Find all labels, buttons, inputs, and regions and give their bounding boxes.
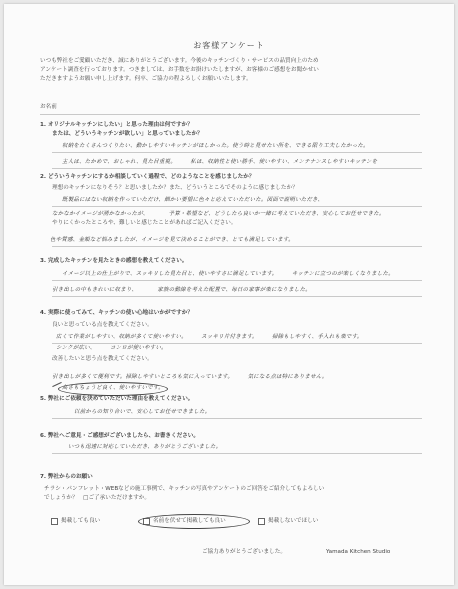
q4-answer-3: 引き出しが多くて便利です。掃除しやすいところも気に入っています。 気になる点は特にありません。: [52, 374, 328, 380]
q4-answer-2: シンクが広い、 コンロが使いやすい。: [56, 345, 167, 351]
option-checkbox-allow[interactable]: [51, 518, 58, 525]
answer-line: [52, 453, 422, 454]
page-title: お客様アンケート: [193, 41, 265, 50]
q4-question: 4. 実際に使ってみて、キッチンの使い心地はいかがですか？: [40, 310, 193, 316]
q1-sub: または、どういうキッチンが欲しい」と思っていましたか？: [52, 131, 203, 137]
selected-option-circle: [138, 514, 250, 529]
name-underline: [40, 114, 420, 115]
answer-line: [52, 246, 422, 247]
q2-answer-2: なかなかイメージが湧かなかったが、 予算・希望など、どうしたら良いか一緒に考えていただき、安心してお任せできた。: [52, 211, 385, 217]
option-anonymous-label: 名前を伏せて掲載しても良い: [153, 518, 226, 524]
q4-answer-4: 高さもちょうど良く、使いやすいです。: [62, 385, 164, 391]
q2-question: 2. どういうキッチンにするか相談していく過程で、どのようなことを感じましたか？: [40, 174, 255, 180]
q1-question: 1. オリジナルキッチンにしたい」と思った理由は何ですか？: [40, 122, 193, 128]
intro-line-1: いつも弊社をご愛顧いただき、誠にありがとうございます。今後のキッチンづくり・サービスの品質向上のため: [40, 58, 319, 64]
answer-line: [52, 168, 422, 169]
q1-answer-1: 収納をたくさんつくりたい、動かしやすいキッチンがほしかった。使う時と見せたい所を、できる限り工夫したかった。: [62, 143, 369, 149]
option-decline-label: 掲載しないでほしい: [268, 518, 319, 524]
q4-answer-1: 広くて作業がしやすい、収納が多くて使いやすい。 スッキリ片付きます。 掃除もしやすく、手入れも楽です。: [56, 334, 363, 340]
q5-answer-1: 以前からの知り合いで、安心してお任せできました。: [74, 409, 211, 415]
answer-line: [52, 206, 422, 207]
q5-question: 5. 弊社にご依頼を決めていただいた理由を教えてください。: [40, 396, 194, 402]
q1-answer-2: 主人は、たかめで、おしゃれ、見た目重視。 私は、収納性と使い勝手、使いやすい、メンテナンスしやすいキッチンを: [62, 159, 378, 165]
answer-line: [52, 418, 422, 419]
answer-line: [52, 296, 422, 297]
q7-text-1: チラシ・パンフレット・WEBなどの施工事例で、キッチンの写真やアンケートのご回答をご紹介してもよろしい: [44, 486, 325, 492]
name-label: お名前: [40, 104, 57, 110]
q2-answer-1: 既製品にはない収納を作っていただけ、細かい要望に色々と応えていただいた。図面で説明いただき、: [62, 197, 324, 203]
q2-note: やりにくかったところや、難しいと感じたことがあればご記入ください。: [52, 220, 237, 226]
option-checkbox-decline[interactable]: [258, 518, 265, 525]
intro-line-3: ただきますようお願い申し上げます。何卒、ご協力の程よろしくお願いいたします。: [40, 76, 252, 82]
q7-text-2: でしょうか？ □ご了承いただけますか。: [44, 495, 150, 501]
answer-line: [52, 343, 422, 344]
answer-line: [52, 280, 422, 281]
intro-line-2: アンケート調査を行っております。つきましては、お手数をお掛けいたしますが、お客様のご感想をお聞かせい: [40, 67, 319, 73]
q4-sub: 良いと思っている点を教えてください。: [52, 322, 153, 328]
option-allow-label: 掲載しても良い: [61, 518, 101, 524]
q7-question: 7. 弊社からのお願い: [40, 474, 93, 480]
q4-sub2: 改善したいと思う点を教えてください。: [52, 356, 153, 362]
q3-question: 3. 完成したキッチンを見たときの感想を教えてください。: [40, 258, 188, 264]
q2-answer-3: 色や質感、金額など悩みましたが、イメージを見て決めることができ、とても満足しています。: [50, 237, 294, 243]
q3-answer-1: イメージ以上の仕上がりで、スッキリした見た目と、使いやすさに満足しています。 キッチンに立つのが楽しくなりました。: [62, 271, 394, 277]
q6-answer-1: いつも迅速に対応していただき、ありがとうございました。: [68, 444, 222, 450]
footer-thanks: ご協力ありがとうございました。: [202, 549, 286, 555]
circled-text: [58, 382, 168, 396]
q2-sub: 理想のキッチンになりそう？と思いましたか？また、どういうところでそのように感じましたか？: [52, 185, 298, 191]
answer-line: [52, 152, 422, 153]
q6-question: 6. 弊社へご意見・ご感想がございましたら、お書きください。: [40, 433, 199, 439]
survey-sheet: [4, 4, 454, 585]
q3-answer-2: 引き出しの中もきれいに収まり、 家族の動線を考えた配置で、毎日の家事が楽になりました。: [52, 287, 311, 293]
footer-company: Yamada Kitchen Studio: [326, 549, 391, 555]
